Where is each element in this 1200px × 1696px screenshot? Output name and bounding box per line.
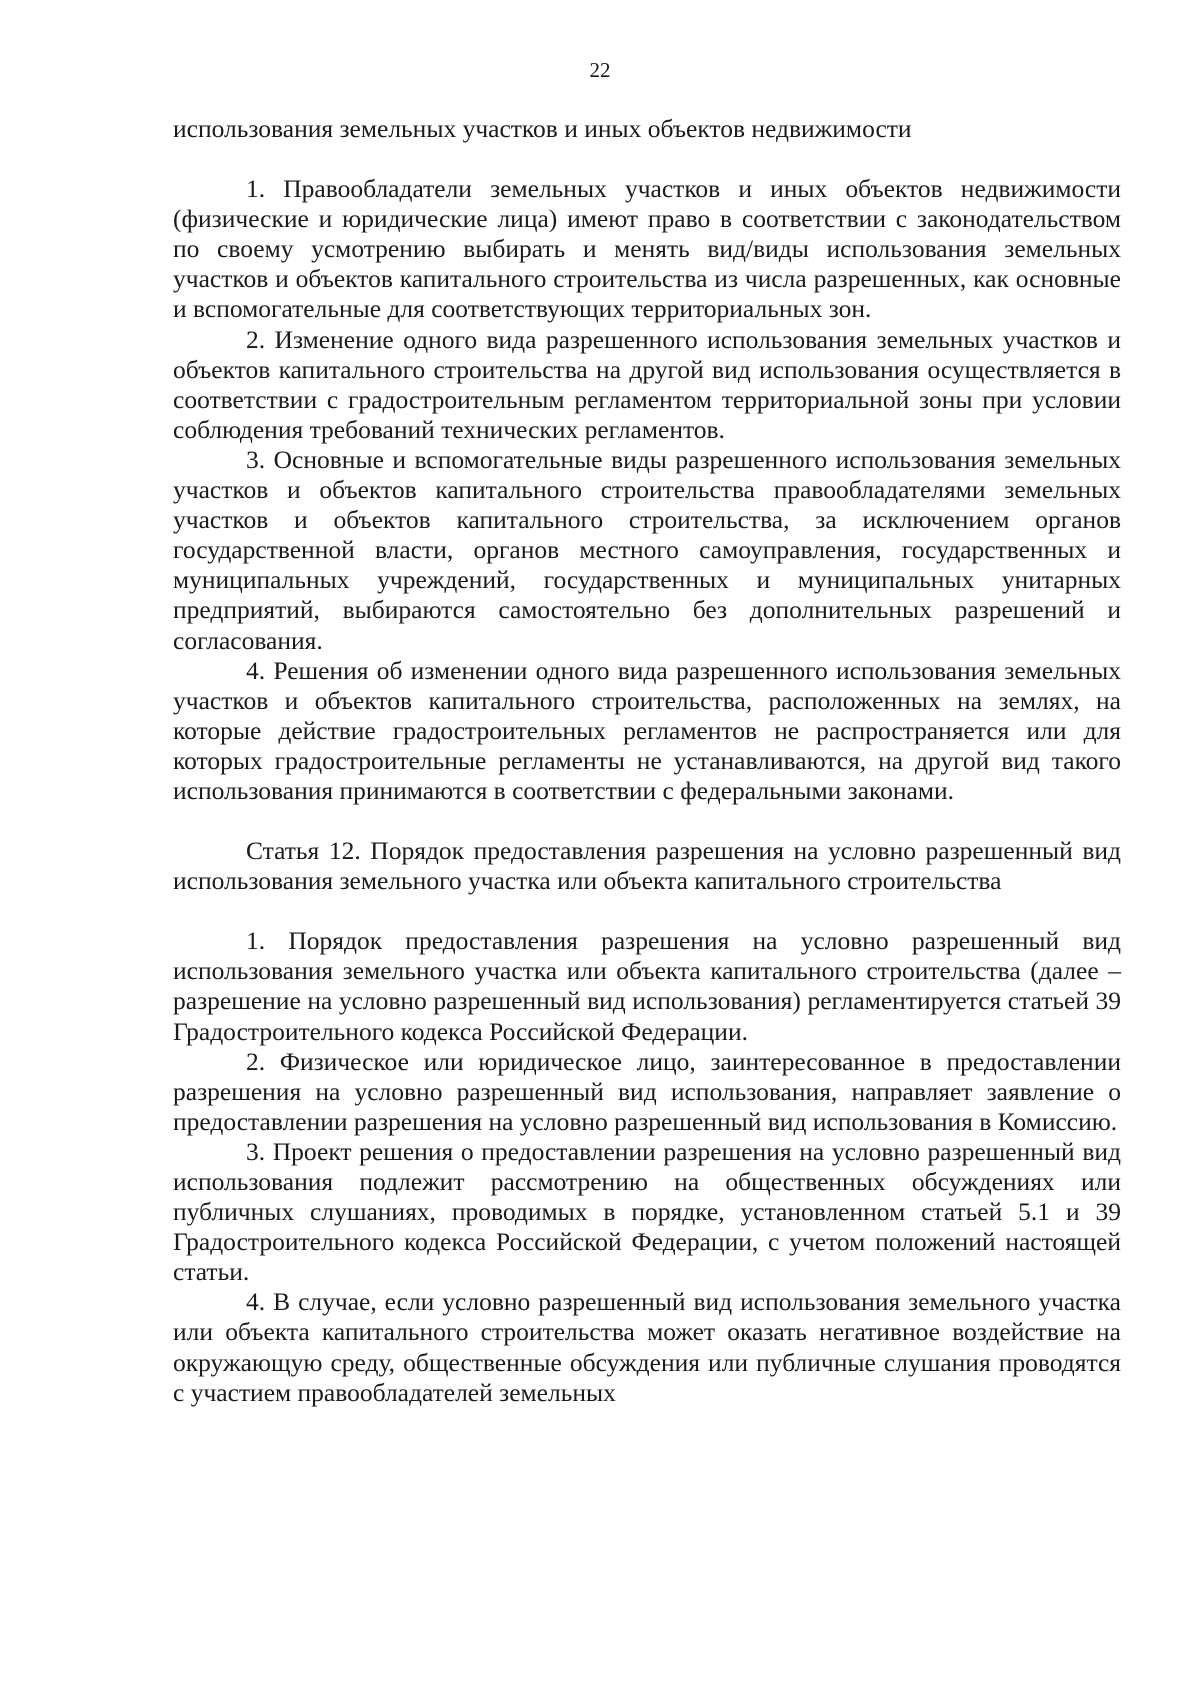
paragraph-gap xyxy=(173,806,1121,836)
article-title-continuation: использования земельных участков и иных объектов недвижимости xyxy=(173,114,912,143)
page-number: 22 xyxy=(589,58,611,82)
document-body xyxy=(173,114,1121,1408)
article12-paragraph-4: 4. В случае, если условно разрешенный вид использования земельного участка или объекта капитального строительства может оказать негативное воздействие на окружающую среду, общественные обсуждения или публичные слушания проводятся с участием правообладателей земельных xyxy=(173,1287,1121,1407)
article11-paragraph-2: 2. Изменение одного вида разрешенного использования земельных участков и объектов капитального строительства на другой вид использования осуществляется в соответствии с градостроительным регламентом территориальной зоны при условии соблюдения требований технических регламентов. xyxy=(173,324,1121,444)
article12-paragraph-1: 1. Порядок предоставления разрешения на условно разрешенный вид использования земельного участка или объекта капитального строительства (далее – разрешение на условно разрешенный вид использования) регламентируется статьей 39 Градостроительного кодекса Российской Федерации. xyxy=(173,926,1121,1046)
article12-title: Статья 12. Порядок предоставления разрешения на условно разрешенный вид использования земельного участка или объекта капитального строительства xyxy=(173,836,1121,896)
article12-paragraph-2: 2. Физическое или юридическое лицо, заинтересованное в предоставлении разрешения на условно разрешенный вид использования, направляет заявление о предоставлении разрешения на условно разрешенный вид использования в Комиссию. xyxy=(173,1046,1121,1136)
paragraph-gap xyxy=(173,144,1121,174)
article11-paragraph-4: 4. Решения об изменении одного вида разрешенного использования земельных участков и объектов капитального строительства, расположенных на землях, на которые действие градостроительных регламентов не распространяется или для которых градостроительные регламенты не устанавливаются, на другой вид такого использования принимаются в соответствии с федеральными законами. xyxy=(173,655,1121,805)
article11-paragraph-1: 1. Правообладатели земельных участков и иных объектов недвижимости (физические и юридические лица) имеют право в соответствии с законодательством по своему усмотрению выбирать и менять вид/виды использования земельных участков и объектов капитального строительства из числа разрешенных, как основные и вспомогательные для соответствующих территориальных зон. xyxy=(173,174,1121,324)
article12-paragraph-3: 3. Проект решения о предоставлении разрешения на условно разрешенный вид использования подлежит рассмотрению на общественных обсуждениях или публичных слушаниях, проводимых в порядке, установленном статьей 5.1 и 39 Градостроительного кодекса Российской Федерации, с учетом положений настоящей статьи. xyxy=(173,1136,1121,1287)
paragraph-gap xyxy=(173,896,1121,926)
article11-paragraph-3: 3. Основные и вспомогательные виды разрешенного использования земельных участков и объектов капитального строительства правообладателями земельных участков и объектов капитального строительства, за исключением органов государственной власти, органов местного самоуправления, государственных и муниципальных учреждений, государственных и муниципальных унитарных предприятий, выбираются самостоятельно без дополнительных разрешений и согласования. xyxy=(173,444,1121,655)
